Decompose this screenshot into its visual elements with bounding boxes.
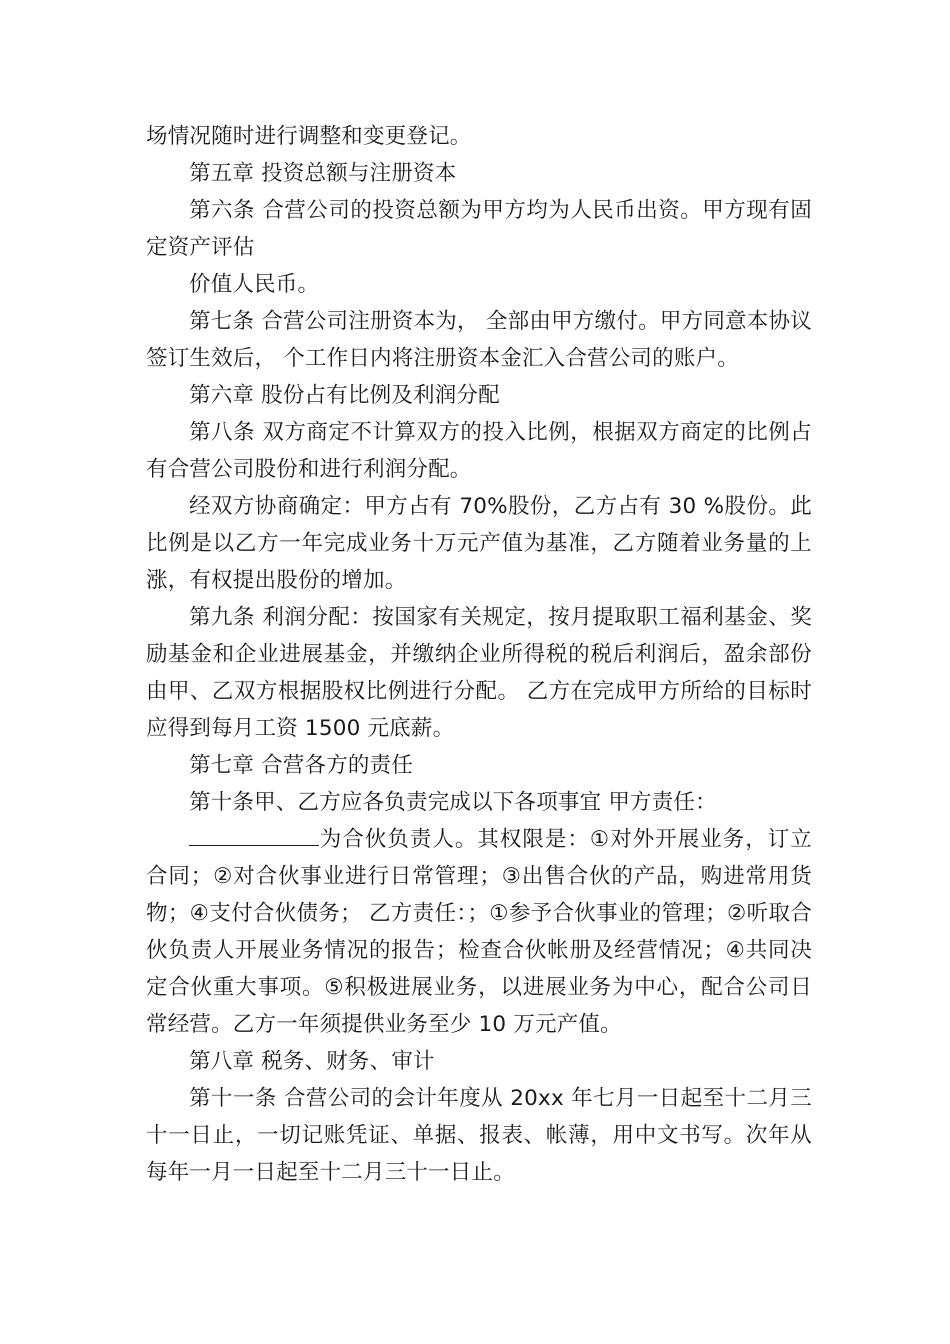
article-9: 第九条 利润分配：按国家有关规定，按月提取职工福利基金、奖励基金和企业进展基金，并缴纳企业所得税的税后利润后，盈余部份由甲、乙双方根据股权比例进行分配。 乙方在完成甲方所给的目标时应得到每月工资 1500 元底薪。 <box>146 605 812 741</box>
article-11: 第十一条 合营公司的会计年度从 20xx 年七月一日起至十二月三十一日止，一切记账凭证、单据、报表、帐薄，用中文书写。次年从每年一月一日起至十二月三十一日止。 <box>146 1086 812 1185</box>
article-6-continuation: 价值人民币。 <box>189 272 320 297</box>
chapter-6-heading: 第六章 股份占有比例及利润分配 <box>189 383 500 408</box>
chapter-5-heading: 第五章 投资总额与注册资本 <box>189 161 457 186</box>
article-6: 第六条 合营公司的投资总额为甲方均为人民币出资。甲方现有固定资产评估 <box>146 198 812 260</box>
article-8: 第八条 双方商定不计算双方的投入比例，根据双方商定的比例占有合营公司股份和进行利润分配。 <box>146 420 812 482</box>
article-7: 第七条 合营公司注册资本为， 全部由甲方缴付。甲方同意本协议签订生效后， 个工作日内将注册资本金汇入合营公司的账户。 <box>146 309 812 371</box>
chapter-8-heading: 第八章 税务、财务、审计 <box>189 1049 435 1074</box>
document-body <box>146 118 812 1191</box>
signature-blank-line <box>189 823 319 846</box>
paragraph-continuation: 场情况随时进行调整和变更登记。 <box>146 124 472 149</box>
responsibility-text: 为合伙负责人。其权限是：①对外开展业务，订立合同；②对合伙事业进行日常管理；③出售合伙的产品，购进常用货物；④支付合伙债务； 乙方责任：；①参予合伙事业的管理；②听取合伙负责人开展业务情况的报告；检查合伙帐册及经营情况；④共同决定合伙重大事项。⑤积极进展业务，以进展业务为中心，配合公司日常经营。乙方一年须提供业务至少 10 万元产值。 <box>146 827 812 1037</box>
chapter-7-heading: 第七章 合营各方的责任 <box>189 753 414 778</box>
share-ratio-paragraph: 经双方协商确定：甲方占有 70%股份，乙方占有 30 %股份。此比例是以乙方一年完成业务十万元产值为基准，乙方随着业务量的上涨，有权提出股份的增加。 <box>146 494 812 593</box>
responsibility-paragraph <box>146 821 812 1043</box>
article-10: 第十条甲、乙方应各负责完成以下各项事宜 甲方责任： <box>189 790 717 815</box>
